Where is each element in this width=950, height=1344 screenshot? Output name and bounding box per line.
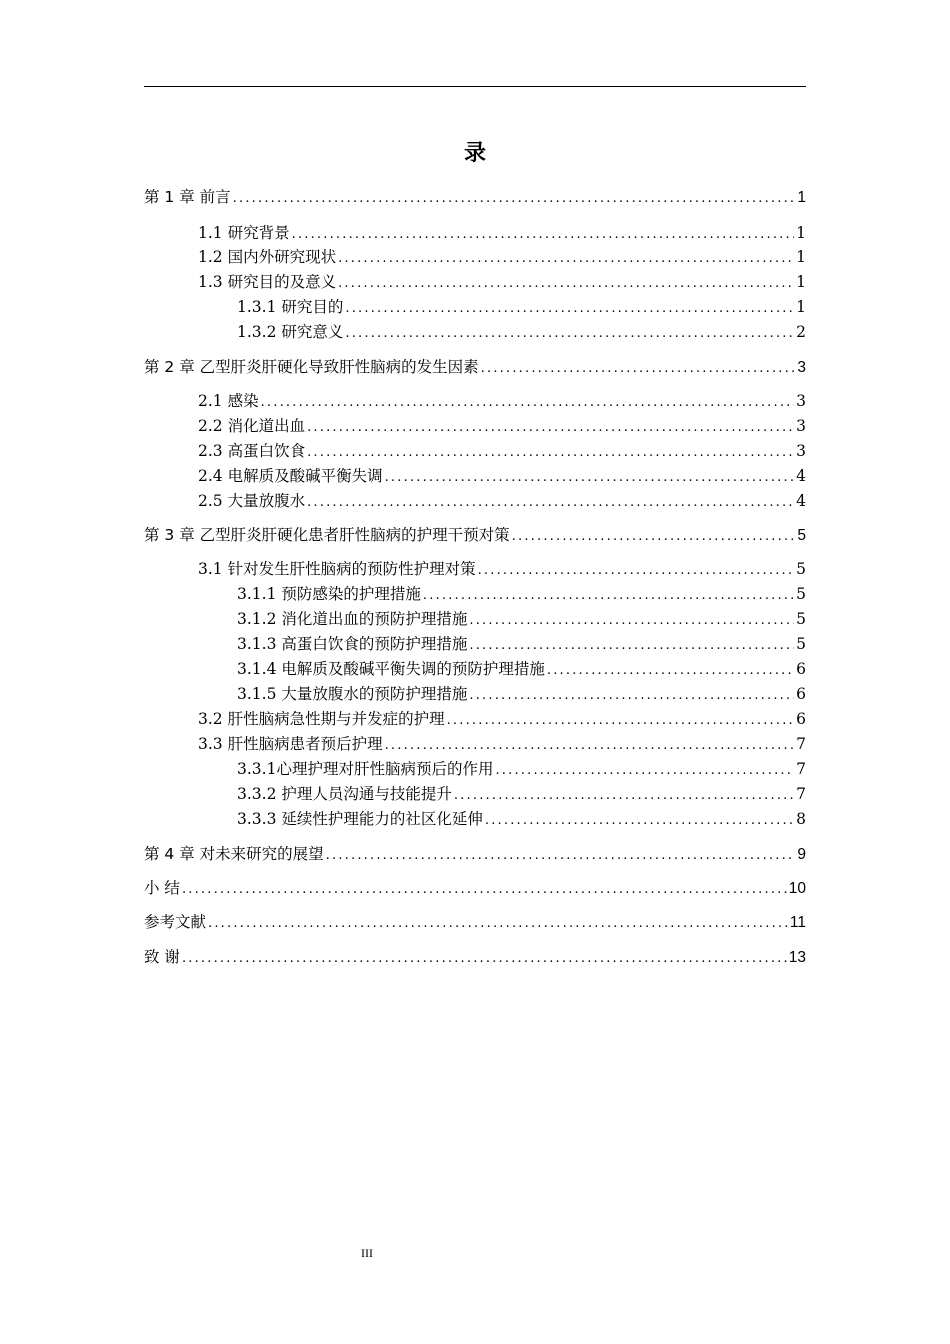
leader-dots — [485, 810, 794, 832]
toc-entry-page: 5 — [796, 635, 806, 653]
toc-entry-1-2[interactable] — [144, 246, 806, 268]
toc-entry-3-3[interactable] — [144, 733, 806, 755]
toc-entry-3-1-2[interactable] — [144, 608, 806, 630]
toc-entry-label: 第 1 章 前言 — [144, 188, 231, 206]
leader-dots — [307, 442, 794, 464]
toc-entry-label: 致 谢 — [144, 948, 180, 966]
leader-dots — [447, 710, 795, 732]
toc-entry-summary[interactable] — [144, 877, 806, 899]
toc-entry-ch2[interactable] — [144, 356, 806, 378]
leader-dots — [385, 467, 795, 489]
toc-entry-page: 3 — [797, 359, 806, 376]
toc-entry-page: 3 — [796, 417, 806, 435]
toc-entry-label: 第 2 章 乙型肝炎肝硬化导致肝性脑病的发生因素 — [144, 358, 479, 376]
toc-entry-label: 参考文献 — [144, 913, 207, 931]
toc-entry-2-2[interactable] — [144, 415, 806, 437]
toc-entry-3-3-3[interactable] — [144, 808, 806, 830]
toc-entry-3-2[interactable] — [144, 708, 806, 730]
toc-entry-2-3[interactable] — [144, 440, 806, 462]
toc-entry-page: 5 — [796, 585, 806, 603]
page-number: III — [361, 1246, 373, 1260]
leader-dots — [307, 417, 794, 439]
toc-entry-label: 1.3.2 研究意义 — [237, 323, 344, 341]
toc-entry-page: 13 — [788, 949, 806, 966]
leader-dots — [454, 785, 794, 807]
toc-entry-label: 2.1 感染 — [198, 392, 259, 410]
toc-entry-1-3[interactable] — [144, 271, 806, 293]
leader-dots — [385, 735, 795, 757]
toc-entry-page: 7 — [796, 735, 806, 753]
toc-entry-label: 3.2 肝性脑病急性期与并发症的护理 — [198, 710, 445, 728]
toc-entry-page: 5 — [797, 527, 806, 544]
toc-entry-label: 3.3 肝性脑病患者预后护理 — [198, 735, 383, 753]
toc-entry-label: 2.5 大量放腹水 — [198, 492, 306, 510]
toc-entry-label: 3.3.1心理护理对肝性脑病预后的作用 — [237, 760, 494, 778]
toc-entry-page: 11 — [789, 914, 806, 931]
toc-entry-label: 第 3 章 乙型肝炎肝硬化患者肝性脑病的护理干预对策 — [144, 526, 510, 544]
toc-entry-label: 3.1.2 消化道出血的预防护理措施 — [237, 610, 468, 628]
toc-entry-page: 3 — [796, 392, 806, 410]
leader-dots — [469, 635, 794, 657]
toc-entry-3-3-1[interactable] — [144, 758, 806, 780]
toc-entry-1-3-1[interactable] — [144, 296, 806, 318]
toc-entry-1-1[interactable] — [144, 222, 806, 244]
leader-dots — [338, 248, 794, 270]
leader-dots — [469, 685, 794, 707]
leader-dots — [469, 610, 794, 632]
leader-dots — [338, 273, 794, 295]
leader-dots — [495, 760, 794, 782]
toc-entry-page: 6 — [796, 685, 806, 703]
toc-entry-page: 5 — [796, 560, 806, 578]
leader-dots — [233, 188, 796, 210]
toc-entry-2-4[interactable] — [144, 465, 806, 487]
toc-entry-label: 3.1.3 高蛋白饮食的预防护理措施 — [237, 635, 468, 653]
toc-entry-page: 1 — [796, 248, 806, 266]
toc-title: 录 — [463, 141, 486, 166]
toc-entry-label: 1.3.1 研究目的 — [237, 298, 344, 316]
leader-dots — [326, 845, 796, 867]
leader-dots — [345, 323, 794, 345]
toc-entry-label: 2.2 消化道出血 — [198, 417, 306, 435]
toc-entry-page: 2 — [796, 323, 806, 341]
toc-entry-page: 4 — [796, 492, 806, 510]
leader-dots — [423, 585, 794, 607]
toc-entry-page: 1 — [796, 224, 806, 242]
toc-entry-label: 3.3.2 护理人员沟通与技能提升 — [237, 785, 452, 803]
leader-dots — [182, 948, 787, 970]
toc-entry-ch3[interactable] — [144, 524, 806, 546]
toc-entry-page: 4 — [796, 467, 806, 485]
toc-entry-label: 2.4 电解质及酸碱平衡失调 — [198, 467, 383, 485]
toc-entry-references[interactable] — [144, 911, 806, 933]
leader-dots — [182, 879, 787, 901]
toc-entry-ch1[interactable] — [144, 186, 806, 208]
toc-entry-label: 3.1 针对发生肝性脑病的预防性护理对策 — [198, 560, 476, 578]
leader-dots — [292, 224, 795, 246]
leader-dots — [481, 358, 796, 380]
toc-entry-page: 10 — [788, 880, 806, 897]
toc-entry-3-1-1[interactable] — [144, 583, 806, 605]
leader-dots — [208, 913, 788, 935]
toc-entry-3-1[interactable] — [144, 558, 806, 580]
toc-entry-label: 3.1.4 电解质及酸碱平衡失调的预防护理措施 — [237, 660, 545, 678]
toc-entry-page: 5 — [796, 610, 806, 628]
toc-entry-label: 2.3 高蛋白饮食 — [198, 442, 306, 460]
toc-entry-2-5[interactable] — [144, 490, 806, 512]
leader-dots — [307, 492, 794, 514]
toc-entry-label: 小 结 — [144, 879, 180, 897]
toc-entry-page: 6 — [796, 660, 806, 678]
toc-entry-3-3-2[interactable] — [144, 783, 806, 805]
toc-entry-page: 6 — [796, 710, 806, 728]
toc-entry-page: 1 — [796, 273, 806, 291]
toc-entry-page: 7 — [796, 760, 806, 778]
leader-dots — [261, 392, 795, 414]
toc-entry-label: 3.1.1 预防感染的护理措施 — [237, 585, 421, 603]
leader-dots — [345, 298, 794, 320]
leader-dots — [547, 660, 794, 682]
toc-entry-2-1[interactable] — [144, 390, 806, 412]
toc-entry-label: 3.1.5 大量放腹水的预防护理措施 — [237, 685, 468, 703]
toc-entry-page: 8 — [796, 810, 806, 828]
toc-entry-3-1-5[interactable] — [144, 683, 806, 705]
toc-entry-page: 3 — [796, 442, 806, 460]
toc-entry-label: 第 4 章 对未来研究的展望 — [144, 845, 324, 863]
toc-entry-label: 1.3 研究目的及意义 — [198, 273, 337, 291]
toc-entry-page: 7 — [796, 785, 806, 803]
toc-entry-3-1-3[interactable] — [144, 633, 806, 655]
toc-entry-ch4[interactable] — [144, 843, 806, 865]
leader-dots — [478, 560, 795, 582]
toc-entry-3-1-4[interactable] — [144, 658, 806, 680]
toc-entry-1-3-2[interactable] — [144, 321, 806, 343]
toc-entry-page: 1 — [796, 298, 806, 316]
leader-dots — [512, 526, 796, 548]
toc-entry-label: 3.3.3 延续性护理能力的社区化延伸 — [237, 810, 483, 828]
toc-entry-page: 9 — [797, 846, 806, 863]
toc-entry-page: 1 — [797, 189, 806, 206]
toc-entry-acknowledgements[interactable] — [144, 946, 806, 968]
toc-entry-label: 1.1 研究背景 — [198, 224, 290, 242]
header-rule — [144, 86, 806, 87]
toc-entry-label: 1.2 国内外研究现状 — [198, 248, 337, 266]
